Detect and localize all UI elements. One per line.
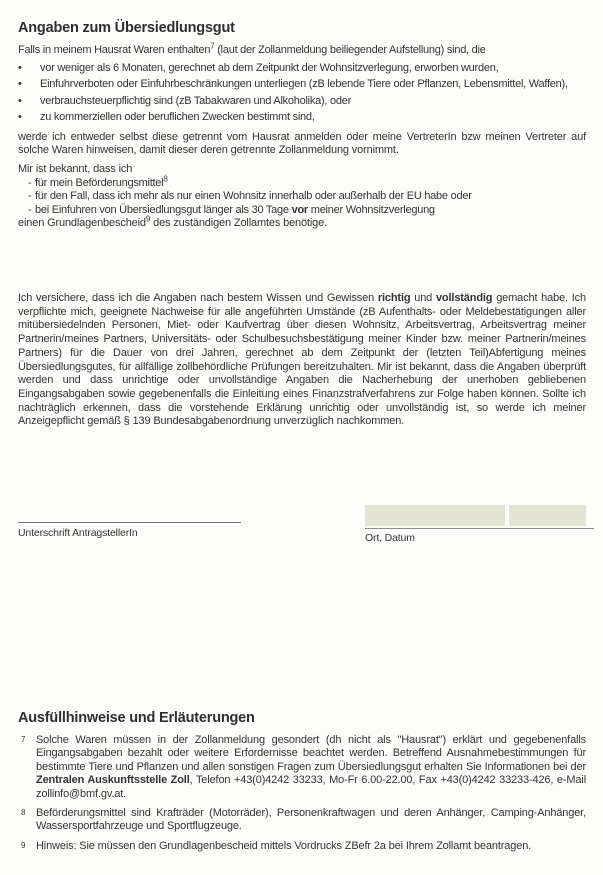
footnote-text: Hinweis: Sie müssen den Grundlagenbescheid mittels Vordrucks ZBefr 2a bei Ihrem Zollamt beantragen. <box>36 839 532 852</box>
ort-datum-label: Ort, Datum <box>365 532 415 544</box>
footnote-8 <box>18 807 586 834</box>
known-closing: einen Grundlagenbescheid$^9$ des zuständigen Zollamtes benötige. <box>18 214 328 229</box>
footnote-text: Beförderungsmittel sind Krafträder (Motorräder), Personenkraftwagen und deren Anhänger, Camping-Anhänger, Wassersportfahrzeuge und Sportflugzeuge. <box>36 807 586 833</box>
goods-bullet-list <box>18 62 586 125</box>
ort-datum-field-place[interactable] <box>365 505 505 526</box>
signature-label: Unterschrift AntragstellerIn <box>18 527 138 539</box>
bullet-item <box>18 111 586 125</box>
section-heading-goods: Angaben zum Übersiedlungsgut <box>18 20 235 36</box>
dash-item <box>18 190 586 204</box>
bullet-icon: • <box>18 61 22 74</box>
dash-icon: - <box>28 203 32 216</box>
dash-text: bei Einfuhren von Übersiedlungsgut länger als 30 Tage vor meiner Wohnsitzverlegung <box>35 203 435 216</box>
bullet-icon: • <box>18 78 22 90</box>
goods-outro: werde ich entweder selbst diese getrennt vom Hausrat anmelden oder meine VertreterIn bzw meinen Vertreter auf solche Waren hinweisen, damit dieser deren getrennte Zollanmeldung vornimmt. <box>18 130 586 157</box>
bullet-text: Einfuhrverboten oder Einfuhrbeschränkungen unterliegen (zB lebende Tiere oder Pflanzen, Lebensmittel, Waffen), <box>40 78 568 90</box>
dash-item <box>18 204 586 218</box>
signature-line <box>18 522 241 523</box>
footnote-marker: 7 <box>21 735 26 744</box>
ort-datum-field-date[interactable] <box>509 505 586 526</box>
bullet-text: vor weniger als 6 Monaten, gerechnet ab dem Zeitpunkt der Wohnsitzverlegung, erworben wurden, <box>40 61 499 74</box>
goods-intro: Falls in meinem Hausrat Waren enthalten$^7$ (laut der Zollanmeldung beiliegender Aufstellung) sind, die <box>18 41 486 56</box>
dash-icon: - <box>28 190 32 202</box>
known-section <box>18 163 586 231</box>
ort-datum-line <box>365 528 594 529</box>
dash-text: für den Fall, dass ich mehr als nur einen Wohnsitz innerhalb oder außerhalb der EU habe oder <box>35 190 472 202</box>
bullet-item <box>18 62 586 76</box>
bullet-text: zu kommerziellen oder beruflichen Zwecken bestimmt sind, <box>40 111 315 123</box>
footnote-9 <box>18 840 586 853</box>
bullet-text: verbrauchsteuerpflichtig sind (zB Tabakwaren und Alkoholika), oder <box>40 94 352 107</box>
dash-item <box>18 173 586 191</box>
dash-text: für mein Beförderungsmittel$^8$ <box>35 173 168 189</box>
declaration-paragraph: Ich versichere, dass ich die Angaben nach bestem Wissen und Gewissen richtig und vollständig gemacht habe. Ich verpflichte mich, geeignete Nachweise für alle angeführten Umstände (zB Aufenthalts- oder Meldebestätigungen aller mitübersiedelnden Personen, Miet- oder Kaufvertrag über diesen Wohnsitz, Arbeitsvertrag, Arbeitsvertrag meiner Partnerin/meines Partners, Universitäts- oder Schulbesuchsbestätigung meiner Kinder bzw. meiner Partnerin/meines Partners) für die Dauer von drei Jahren, gerechnet ab dem Zeitpunkt der (letzten Teil)Abfertigung meines Übersiedlungsgutes, für allfällige zollbehördliche Prüfungen bereitzuhalten. Mir ist bekannt, dass die Angaben überprüft werden und dass unrichtige oder unvollständige Angaben die Nacherhebung der unerhoben gebliebenen Eingangsabgaben sowie gegebenenfalls die Einleitung eines Finanzstrafverfahrens zur Folge haben können. Sollte ich nachträglich erkennen, dass die vorstehende Erklärung unrichtig oder unvollständig ist, so werde ich meiner Anzeigepflicht gemäß § 139 Bundesabgabenordnung unverzüglich nachkommen. <box>18 292 586 428</box>
notes-section <box>18 710 586 859</box>
footnote-marker: 8 <box>21 808 26 818</box>
bullet-item <box>18 78 586 92</box>
footnote-text: Solche Waren müssen in der Zollanmeldung gesondert (dh nicht als "Hausrat") erklärt und gegebenenfalls Eingangsabgaben bezahlt oder weitere Erfordernisse beachtet werden. Betreffend Ausnahmebestimmungen für bestimmte Tiere und Pflanzen und allen sonstigen Fragen zum Übersiedlungsgut erhalten Sie Informationen bei der Zentralen Auskunftsstelle Zoll, Telefon +43(0)4242 33233, Mo-Fr 6.00-22.00, Fax +43(0)4242 33233-426, e-Mail zollinfo@bmf.gv.at. <box>36 734 586 800</box>
known-lead: Mir ist bekannt, dass ich <box>18 163 133 175</box>
bullet-icon: • <box>18 94 22 107</box>
bullet-item <box>18 95 586 109</box>
bullet-icon: • <box>18 111 22 123</box>
section-heading-notes: Ausfüllhinweise und Erläuterungen <box>18 710 255 726</box>
footnote-marker: 9 <box>21 840 26 850</box>
goods-section <box>18 20 586 158</box>
dash-icon: - <box>28 176 32 189</box>
footnote-7 <box>18 734 586 801</box>
